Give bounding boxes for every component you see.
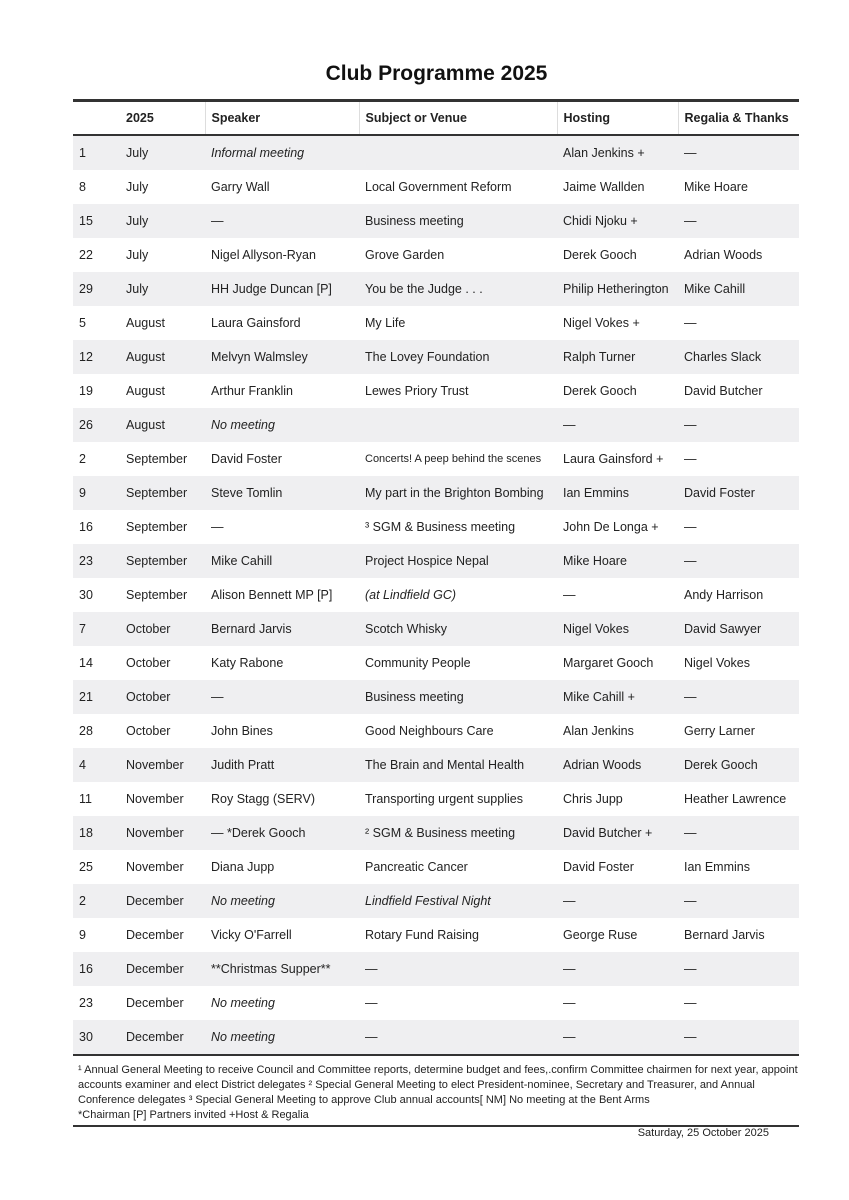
table-row [73,714,799,748]
cell-month: September [126,588,188,602]
header-regalia: Regalia & Thanks [678,101,799,136]
cell-month: August [126,384,165,398]
cell-day: 16 [79,962,93,976]
cell-subject: My part in the Brighton Bombing [365,486,544,500]
cell-subject: You be the Judge . . . [365,282,483,296]
cell-speaker: Vicky O'Farrell [211,928,292,942]
cell-speaker: No meeting [211,996,275,1010]
cell-day: 16 [79,520,93,534]
cell-day: 26 [79,418,93,432]
cell-day: 29 [79,282,93,296]
cell-hosting: Alan Jenkins + [563,146,645,160]
cell-subject: Business meeting [365,690,464,704]
table-row [73,135,799,170]
cell-month: August [126,350,165,364]
cell-subject: Transporting urgent supplies [365,792,523,806]
cell-speaker: Bernard Jarvis [211,622,292,636]
cell-month: December [126,996,184,1010]
cell-day: 7 [79,622,86,636]
cell-hosting: — [563,962,576,976]
cell-month: September [126,452,188,466]
cell-speaker: Garry Wall [211,180,270,194]
cell-regalia: David Sawyer [684,622,762,636]
cell-month: November [126,826,184,840]
cell-hosting: David Foster [563,860,634,874]
cell-day: 2 [79,894,86,908]
table-row [73,578,799,612]
table-row [73,476,799,510]
cell-month: July [126,146,149,160]
cell-speaker: Diana Jupp [211,860,275,874]
cell-day: 30 [79,588,93,602]
cell-hosting: Philip Hetherington [563,282,669,296]
cell-subject: Lewes Priory Trust [365,384,469,398]
cell-hosting: Chidi Njoku + [563,214,638,228]
cell-hosting: Adrian Woods [563,758,642,772]
cell-hosting: — [563,588,576,602]
cell-hosting: Mike Hoare [563,554,627,568]
table-row [73,884,799,918]
footnote-text: ¹ Annual General Meeting to receive Council and Committee reports, determine budget and fees,.confirm Committee chairmen for next year, appoint accounts examiner and elect District delegates ² Special General Meeting to elect President-nominee, Secretary and Treasurer, and Annual Conference delegates ³ Special General Meeting to approve Club annual accounts[ NM] No meeting at the Bent Arms [78,1064,798,1106]
footnotes [78,1063,798,1123]
cell-speaker: No meeting [211,1030,275,1044]
cell-speaker: John Bines [211,724,273,738]
cell-hosting: John De Longa + [563,520,659,534]
cell-regalia: — [684,520,697,534]
cell-subject: The Lovey Foundation [365,350,490,364]
cell-regalia: — [684,826,697,840]
cell-hosting: Margaret Gooch [563,656,654,670]
cell-regalia: — [684,418,697,432]
cell-subject: (at Lindfield GC) [365,588,457,602]
cell-regalia: Adrian Woods [684,248,763,262]
cell-month: October [126,622,171,636]
cell-hosting: — [563,1030,576,1044]
cell-regalia: Andy Harrison [684,588,764,602]
cell-speaker: Laura Gainsford [211,316,301,330]
cell-speaker: — [211,520,224,534]
cell-day: 19 [79,384,93,398]
cell-month: October [126,690,171,704]
cell-month: December [126,1030,184,1044]
table-row [73,408,799,442]
cell-subject: — [365,996,378,1010]
table-row [73,204,799,238]
cell-month: October [126,724,171,738]
cell-subject: — [365,1030,378,1044]
table-body [73,135,799,1055]
cell-month: November [126,860,184,874]
cell-speaker: Melvyn Walmsley [211,350,308,364]
cell-subject: Lindfield Festival Night [365,894,491,908]
cell-regalia: — [684,996,697,1010]
table-row [73,816,799,850]
table-row [73,646,799,680]
header-hosting: Hosting [557,101,678,136]
header-year: 2025 [126,111,154,125]
cell-day: 28 [79,724,93,738]
cell-regalia: Charles Slack [684,350,762,364]
cell-subject: Project Hospice Nepal [365,554,489,568]
print-date: Saturday, 25 October 2025 [637,1127,769,1139]
cell-day: 23 [79,554,93,568]
cell-regalia: Mike Cahill [684,282,746,296]
cell-day: 12 [79,350,93,364]
cell-month: December [126,928,184,942]
cell-hosting: David Butcher + [563,826,653,840]
cell-month: December [126,962,184,976]
cell-subject: My Life [365,316,406,330]
cell-regalia: — [684,894,697,908]
cell-hosting: Derek Gooch [563,248,637,262]
cell-regalia: — [684,554,697,568]
cell-regalia: — [684,1030,697,1044]
cell-day: 1 [79,146,86,160]
cell-day: 9 [79,486,86,500]
cell-hosting: George Ruse [563,928,638,942]
cell-speaker: Nigel Allyson-Ryan [211,248,316,262]
cell-hosting: Jaime Wallden [563,180,645,194]
cell-regalia: — [684,452,697,466]
cell-day: 11 [79,792,92,806]
cell-subject: Concerts! A peep behind the scenes [365,453,542,465]
table-row [73,850,799,884]
cell-speaker: — [211,214,224,228]
header-speaker: Speaker [205,101,359,136]
cell-month: November [126,792,184,806]
table-row [73,544,799,578]
cell-speaker: **Christmas Supper** [211,962,331,976]
cell-day: 14 [79,656,93,670]
table-row [73,170,799,204]
cell-subject [359,408,557,442]
cell-day: 15 [79,214,93,228]
cell-day: 5 [79,316,86,330]
cell-speaker: — *Derek Gooch [211,826,306,840]
cell-month: July [126,248,149,262]
cell-speaker: HH Judge Duncan [P] [211,282,332,296]
cell-month: October [126,656,171,670]
table-row [73,612,799,646]
cell-subject: Pancreatic Cancer [365,860,468,874]
cell-subject: ² SGM & Business meeting [365,826,516,840]
cell-regalia: Heather Lawrence [684,792,787,806]
table-row [73,918,799,952]
cell-speaker: Mike Cahill [211,554,273,568]
cell-speaker: Katy Rabone [211,656,284,670]
cell-month: July [126,282,149,296]
cell-hosting: Derek Gooch [563,384,637,398]
table-row [73,374,799,408]
cell-hosting: Mike Cahill + [563,690,635,704]
cell-regalia: David Foster [684,486,755,500]
table-row [73,442,799,476]
cell-month: December [126,894,184,908]
cell-regalia: Derek Gooch [684,758,758,772]
table-row [73,782,799,816]
cell-subject: Scotch Whisky [365,622,447,636]
cell-speaker: — [211,690,224,704]
cell-day: 18 [79,826,93,840]
table-row [73,748,799,782]
cell-month: July [126,180,149,194]
cell-day: 8 [79,180,86,194]
cell-subject: ³ SGM & Business meeting [365,520,516,534]
table-row [73,272,799,306]
cell-day: 30 [79,1030,93,1044]
cell-hosting: Ralph Turner [563,350,636,364]
cell-hosting: Alan Jenkins [563,724,634,738]
table-row [73,1020,799,1055]
cell-day: 4 [79,758,86,772]
cell-month: August [126,418,165,432]
cell-day: 25 [79,860,93,874]
cell-hosting: Nigel Vokes [563,622,630,636]
cell-month: September [126,554,188,568]
page-title: Club Programme 2025 [325,62,548,85]
header-day [73,101,120,136]
cell-hosting: Nigel Vokes + [563,316,640,330]
cell-speaker: David Foster [211,452,282,466]
cell-subject: Local Government Reform [365,180,512,194]
cell-speaker: Alison Bennett MP [P] [211,588,333,602]
cell-speaker: No meeting [211,894,275,908]
cell-subject: Grove Garden [365,248,445,262]
cell-regalia: — [684,962,697,976]
cell-day: 23 [79,996,93,1010]
cell-speaker: Steve Tomlin [211,486,283,500]
cell-speaker: Arthur Franklin [211,384,293,398]
cell-hosting: Chris Jupp [563,792,623,806]
cell-regalia: — [684,690,697,704]
cell-subject: The Brain and Mental Health [365,758,525,772]
cell-regalia: David Butcher [684,384,763,398]
cell-regalia: Bernard Jarvis [684,928,765,942]
cell-hosting: Laura Gainsford + [563,452,664,466]
cell-subject [359,135,557,170]
cell-regalia: — [684,214,697,228]
cell-regalia: Gerry Larner [684,724,755,738]
cell-regalia: — [684,316,697,330]
table-row [73,510,799,544]
cell-month: August [126,316,165,330]
cell-day: 21 [79,690,93,704]
cell-month: July [126,214,149,228]
table-row [73,986,799,1020]
cell-hosting: — [563,996,576,1010]
table-row [73,306,799,340]
cell-speaker: Roy Stagg (SERV) [211,792,315,806]
cell-month: November [126,758,184,772]
cell-subject: Community People [365,656,471,670]
cell-hosting: — [563,894,576,908]
cell-subject: — [365,962,378,976]
cell-regalia: Nigel Vokes [684,656,751,670]
cell-subject: Good Neighbours Care [365,724,494,738]
table-row [73,952,799,986]
cell-regalia: Mike Hoare [684,180,748,194]
table-row [73,680,799,714]
cell-month: September [126,520,188,534]
cell-subject: Rotary Fund Raising [365,928,479,942]
cell-regalia: — [684,146,697,160]
cell-hosting: — [563,418,576,432]
programme-table [73,99,799,1056]
footnote-legend: *Chairman [P] Partners invited +Host & Regalia [78,1109,309,1121]
table-row [73,238,799,272]
table-header-row [73,101,799,136]
cell-speaker: Informal meeting [211,146,305,160]
header-subject: Subject or Venue [359,101,557,136]
cell-speaker: Judith Pratt [211,758,275,772]
cell-hosting: Ian Emmins [563,486,629,500]
cell-day: 22 [79,248,93,262]
cell-month: September [126,486,188,500]
table-row [73,340,799,374]
cell-day: 2 [79,452,86,466]
cell-regalia: Ian Emmins [684,860,750,874]
cell-subject: Business meeting [365,214,464,228]
cell-day: 9 [79,928,86,942]
cell-speaker: No meeting [211,418,275,432]
